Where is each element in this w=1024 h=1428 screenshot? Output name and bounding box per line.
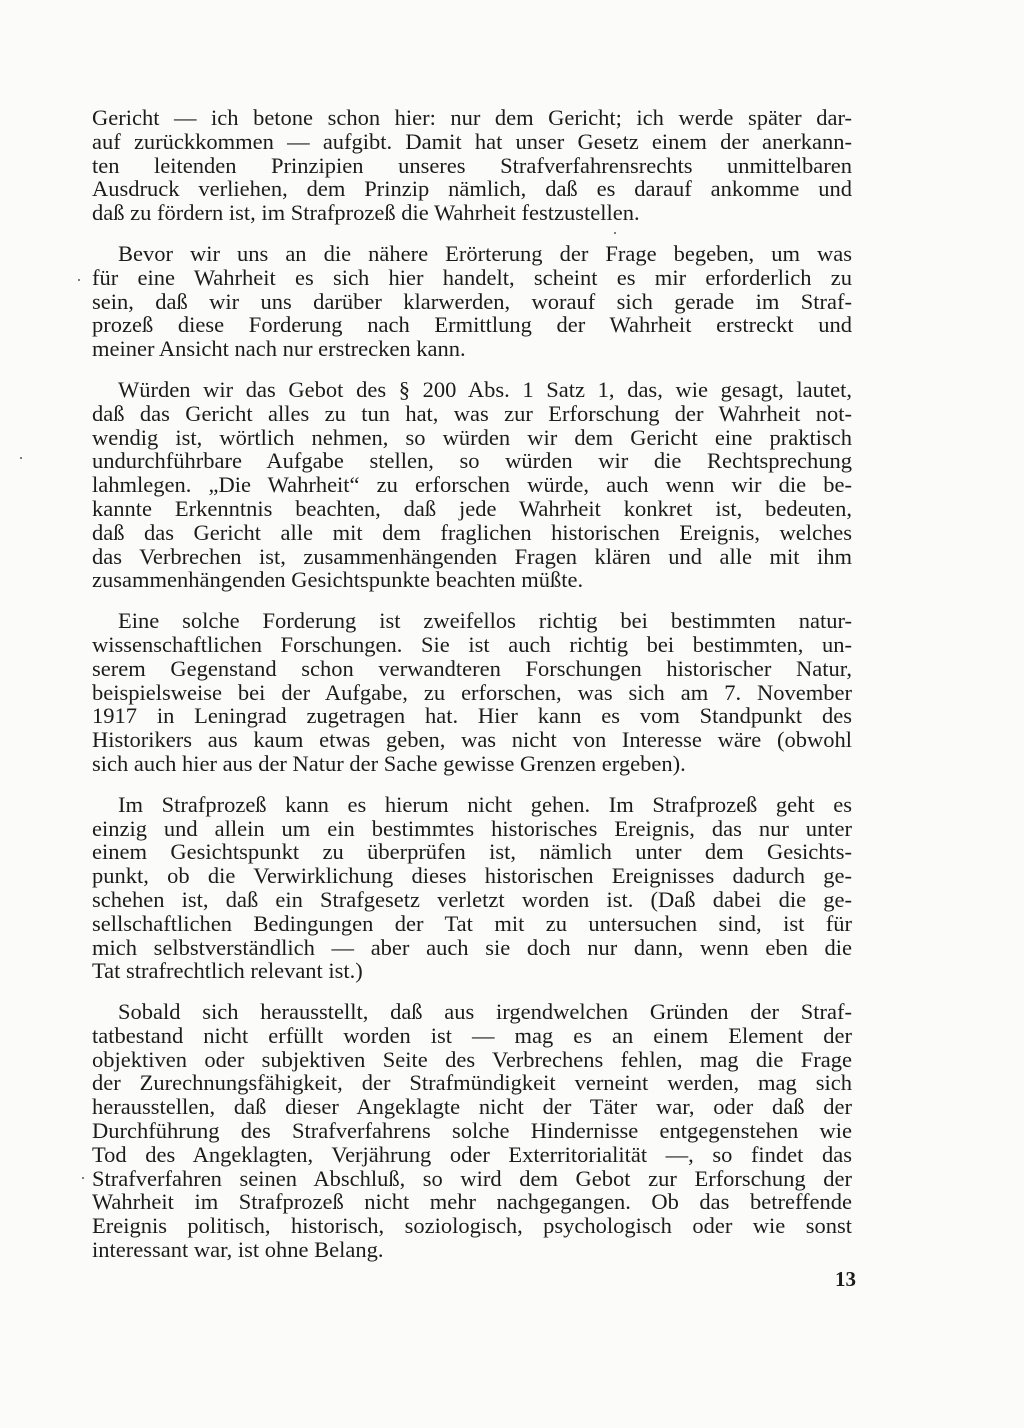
text-line: beispielsweise bei der Aufgabe, zu erforschen, was sich am 7. November — [92, 679, 852, 705]
text-line: schehen ist, daß ein Strafgesetz verletzt worden ist. (Daß dabei die ge- — [92, 886, 852, 912]
text-line: sellschaftlichen Bedingungen der Tat mit zu untersuchen sind, ist für — [92, 910, 852, 936]
text-line: einzig und allein um ein bestimmtes historisches Ereignis, das nur unter — [92, 815, 852, 841]
text-line: zusammenhängenden Gesichtspunkte beachten müßte. — [92, 567, 584, 593]
text-line: Sobald sich herausstellt, daß aus irgendwelchen Gründen der Straf- — [118, 999, 852, 1025]
text-line: Ereignis politisch, historisch, soziologisch, psychologisch oder wie sonst — [92, 1213, 852, 1239]
text-line: Gericht — ich betone schon hier: nur dem Gericht; ich werde später dar- — [92, 105, 852, 130]
scan-speck — [78, 279, 80, 281]
text-line: meiner Ansicht nach nur erstrecken kann. — [92, 336, 466, 362]
text-line: für eine Wahrheit es sich hier handelt, scheint es mir erforderlich zu — [92, 264, 852, 290]
scan-speck — [82, 1177, 84, 1179]
body-text — [92, 106, 852, 1279]
page-number: 13 — [835, 1267, 856, 1291]
text-line: prozeß diese Forderung nach Ermittlung der Wahrheit erstreckt und — [92, 312, 852, 338]
paragraph-5 — [92, 793, 852, 983]
text-line: Strafverfahren seinen Abschluß, so wird dem Gebot zur Erforschung der — [92, 1165, 852, 1191]
text-line: auf zurückkommen — aufgibt. Damit hat unser Gesetz einem der anerkann- — [92, 128, 852, 154]
text-line: 1917 in Leningrad zugetragen hat. Hier kann es vom Standpunkt des — [92, 703, 852, 729]
text-line: Tod des Angeklagten, Verjährung oder Exterritorialität —, so findet das — [92, 1141, 852, 1167]
text-line: interessant war, ist ohne Belang. — [92, 1237, 384, 1263]
text-line: Wahrheit im Strafprozeß nicht mehr nachgegangen. Ob das betreffende — [92, 1189, 852, 1215]
text-line: serem Gegenstand schon verwandteren Forschungen historischer Natur, — [92, 655, 852, 681]
text-line: Würden wir das Gebot des § 200 Abs. 1 Satz 1, das, wie gesagt, lautet, — [118, 376, 852, 402]
text-line: daß das Gericht alle mit dem fraglichen historischen Ereignis, welches — [92, 519, 852, 545]
text-line: Tat strafrechtlich relevant ist.) — [92, 958, 363, 984]
paragraph-2 — [92, 242, 852, 361]
scan-speck — [614, 232, 616, 234]
text-line: tatbestand nicht erfüllt worden ist — mag es an einem Element der — [92, 1022, 852, 1048]
text-line: einem Gesichtspunkt zu überprüfen ist, nämlich unter dem Gesichts- — [92, 839, 852, 865]
text-line: Historikers aus kaum etwas geben, was nicht von Interesse wäre (obwohl — [92, 727, 852, 753]
text-line: kannte Erkenntnis beachten, daß jede Wahrheit konkret ist, bedeuten, — [92, 495, 852, 521]
text-line: sein, daß wir uns darüber klarwerden, worauf sich gerade im Straf- — [92, 288, 852, 314]
text-line: das Verbrechen ist, zusammenhängenden Fragen klären und alle mit ihm — [92, 543, 852, 569]
text-line: wendig ist, wörtlich nehmen, so würden wir dem Gericht eine praktisch — [92, 424, 852, 450]
text-line: sich auch hier aus der Natur der Sache gewisse Grenzen ergeben). — [92, 750, 686, 776]
text-line: undurchführbare Aufgabe stellen, so würden wir die Rechtsprechung — [92, 448, 852, 474]
text-line: ten leitenden Prinzipien unseres Strafverfahrensrechts unmittelbaren — [92, 152, 852, 178]
text-line: mich selbstverständlich — aber auch sie doch nur dann, wenn eben die — [92, 934, 852, 960]
paragraph-1 — [92, 106, 852, 225]
paragraph-6 — [92, 1000, 852, 1262]
text-line: lahmlegen. „Die Wahrheit“ zu erforschen würde, auch wenn wir die be- — [92, 472, 852, 498]
text-line: objektiven oder subjektiven Seite des Verbrechens fehlen, mag die Frage — [92, 1046, 852, 1072]
text-line: Eine solche Forderung ist zweifellos richtig bei bestimmten natur- — [118, 608, 852, 634]
scan-speck — [20, 457, 22, 459]
text-line: herausstellen, daß dieser Angeklagte nicht der Täter war, oder daß der — [92, 1094, 852, 1120]
paragraph-3 — [92, 378, 852, 592]
text-line: der Zurechnungsfähigkeit, der Strafmündigkeit verneint werden, mag sich — [92, 1070, 852, 1096]
text-line: daß das Gericht alles zu tun hat, was zur Erforschung der Wahrheit not- — [92, 400, 852, 426]
paragraph-4 — [92, 609, 852, 776]
text-line: Im Strafprozeß kann es hierum nicht gehen. Im Strafprozeß geht es — [118, 791, 852, 817]
text-line: punkt, ob die Verwirklichung dieses historischen Ereignisses dadurch ge- — [92, 863, 852, 889]
text-line: Ausdruck verliehen, dem Prinzip nämlich, daß es darauf ankomme und — [92, 176, 852, 202]
text-line: Bevor wir uns an die nähere Erörterung der Frage begeben, um was — [118, 240, 852, 266]
text-line: Durchführung des Strafverfahrens solche Hindernisse entgegenstehen wie — [92, 1118, 852, 1144]
text-line: wissenschaftlichen Forschungen. Sie ist auch richtig bei bestimmten, un- — [92, 631, 852, 657]
text-line: daß zu fördern ist, im Strafprozeß die Wahrheit festzustellen. — [92, 200, 640, 226]
